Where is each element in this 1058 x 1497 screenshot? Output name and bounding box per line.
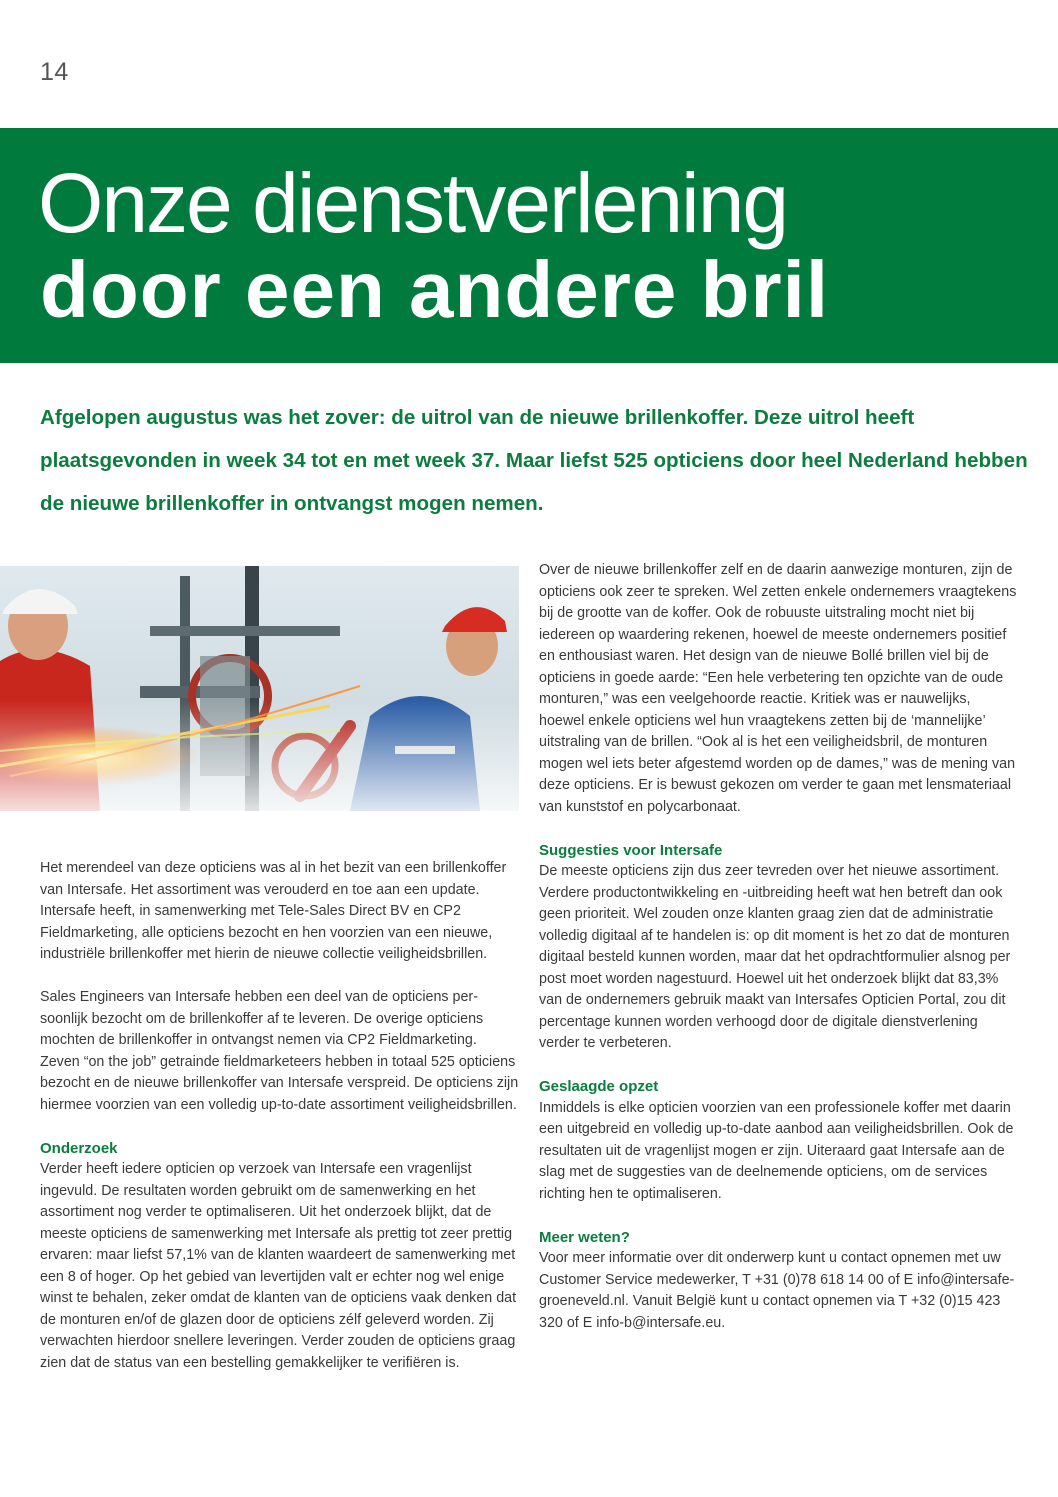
left-paragraph-1: Het merendeel van deze opticiens was al in het bezit van een brillenkoffer van Intersafe. Het assortiment was verouderd en toe aan een update. Intersafe heeft, in samenwerking met Tele-Sales Direct BV en CP2 Fieldmarketing, alle opticiens bezocht en hen voorzien van een nieuwe, industriële brillenkoffer met hierin de nieuwe collectie veiligheidsbrillen. <box>40 860 507 962</box>
right-paragraph-1: Over de nieuwe brillenkoffer zelf en de daarin aanwezige monturen, zijn de opticiens ook zeer te spreken. Wel zetten enkele ondernemers vraagtekens bij de grootte van de koffer. Ook de robuuste uitstraling mocht niet bij iedereen op waardering rekenen, hoewel de meeste ondernemers positief en enthousiast waren. Het design van de nieuwe Bollé brillen viel bij de opticiens in goede aarde: “Een hele verbetering ten opzichte van de oude monturen,” was een veelgehoorde reactie. Kritiek was er nauwelijks, hoewel enkele opticiens wel hun vraagtekens zetten bij de ‘mannelijke’ uitstraling van de brillen. “Ook al is het een veiligheidsbril, de monturen mogen wel iets beter afgestemd worden op de dames,” was de mening van deze opticiens. Er is bewust gekozen om verder te gaan met lensmateriaal van kunststof en polycarbonaat. <box>539 562 1017 815</box>
page-number: 14 <box>40 58 69 86</box>
title-banner <box>0 128 1058 363</box>
left-paragraph-2: Sales Engineers van Intersafe hebben een deel van de opticiens persoonlijk bezocht om de brillenkoffer af te leveren. De overige opticiens mochten de brillenkoffer in ontvangst nemen via CP2 Fieldmarketing. Zeven “on the job” getrainde fieldmarketeers hebben in totaal 525 opticiens bezocht en de nieuwe brillenkoffer van Intersafe verspreid. De opticiens zijn hiermee voorzien van een volledig up-to-date assortiment veiligheidsbrillen. <box>40 989 519 1113</box>
heading-geslaagde-opzet: Geslaagde opzet <box>539 1078 659 1095</box>
right-paragraph-2: De meeste opticiens zijn dus zeer tevreden over het nieuwe assortiment. Verdere productontwikkeling en -uitbreiding heeft wat hen betreft dan ook geen prioriteit. Wel zouden onze klanten graag zien dat de administratie volledig digitaal af te handelen is: op dit moment is het zo dat de monturen digitaal besteld kunnen worden, maar dat het opdrachtformulier alsnog per post moet worden nagestuurd. Hoewel uit het onderzoek blijkt dat 83,3% van de ondernemers gebruik maakt van Intersafes Opticien Portal, zou dit percentage kunnen worden verhoogd door de digitale dienstverlening verder te verbeteren. <box>539 863 1011 1051</box>
right-paragraph-4: Voor meer informatie over dit onderwerp kunt u contact opnemen met uw Customer Service medewerker, T +31 (0)78 618 14 00 of E info@intersafe-groeneveld.nl. Vanuit België kunt u contact opnemen via T +32 (0)15 423 320 of E info-b@intersafe.eu. <box>539 1250 1015 1331</box>
heading-onderzoek: Onderzoek <box>40 1139 118 1157</box>
workers-photo <box>0 566 519 811</box>
left-column <box>40 858 520 1374</box>
right-paragraph-3: Inmiddels is elke opticien voorzien van een professionele koffer met daarin een uitgebreid en volledig up-to-date aanbod aan veiligheidsbrillen. Ook de resultaten uit de vragenlijst mogen er zijn. Uiteraard gaat Intersafe aan de slag met de suggesties van de deelnemende opticiens, om de services richting hen te optimaliseren. <box>539 1099 1014 1202</box>
heading-suggesties: Suggesties voor Intersafe <box>539 841 723 859</box>
title-line-2: door een andere bril <box>40 245 830 334</box>
title-line-1: Onze dienstverlening <box>38 156 788 250</box>
intro-paragraph: Afgelopen augustus was het zover: de uitrol van de nieuwe brillenkoffer. Deze uitrol heeft plaatsgevonden in week 34 tot en met week 37. Maar liefst 525 opticiens door heel Nederland hebben de nieuwe brillenkoffer in ontvangst mogen nemen. <box>40 406 1028 515</box>
left-paragraph-3: Verder heeft iedere opticien op verzoek van Intersafe een vragenlijst ingevuld. De resultaten worden gebruikt om de samenwerking en het assortiment nog verder te optimaliseren. Uit het onderzoek blijkt, dat de meeste opticiens de samenwerking met Intersafe als prettig tot zeer prettig ervaren: maar liefst 57,1% van de klanten waardeert de samenwerking met een 8 of hoger. Op het gebied van levertijden valt er echter nog wel enige winst te behalen, zeker omdat de klanten van de opticiens vaak denken dat de monturen en/of de glazen door de opticiens zélf geleverd worden. Zij verwachten hierdoor snellere leveringen. Verder zouden de opticiens graag zien dat de status van een bestelling gemakkelijker te verifiëren is. <box>40 1161 517 1371</box>
heading-meer-weten: Meer weten? <box>539 1228 630 1246</box>
right-column <box>539 560 1019 1334</box>
industrial-workers-illustration <box>0 566 519 811</box>
